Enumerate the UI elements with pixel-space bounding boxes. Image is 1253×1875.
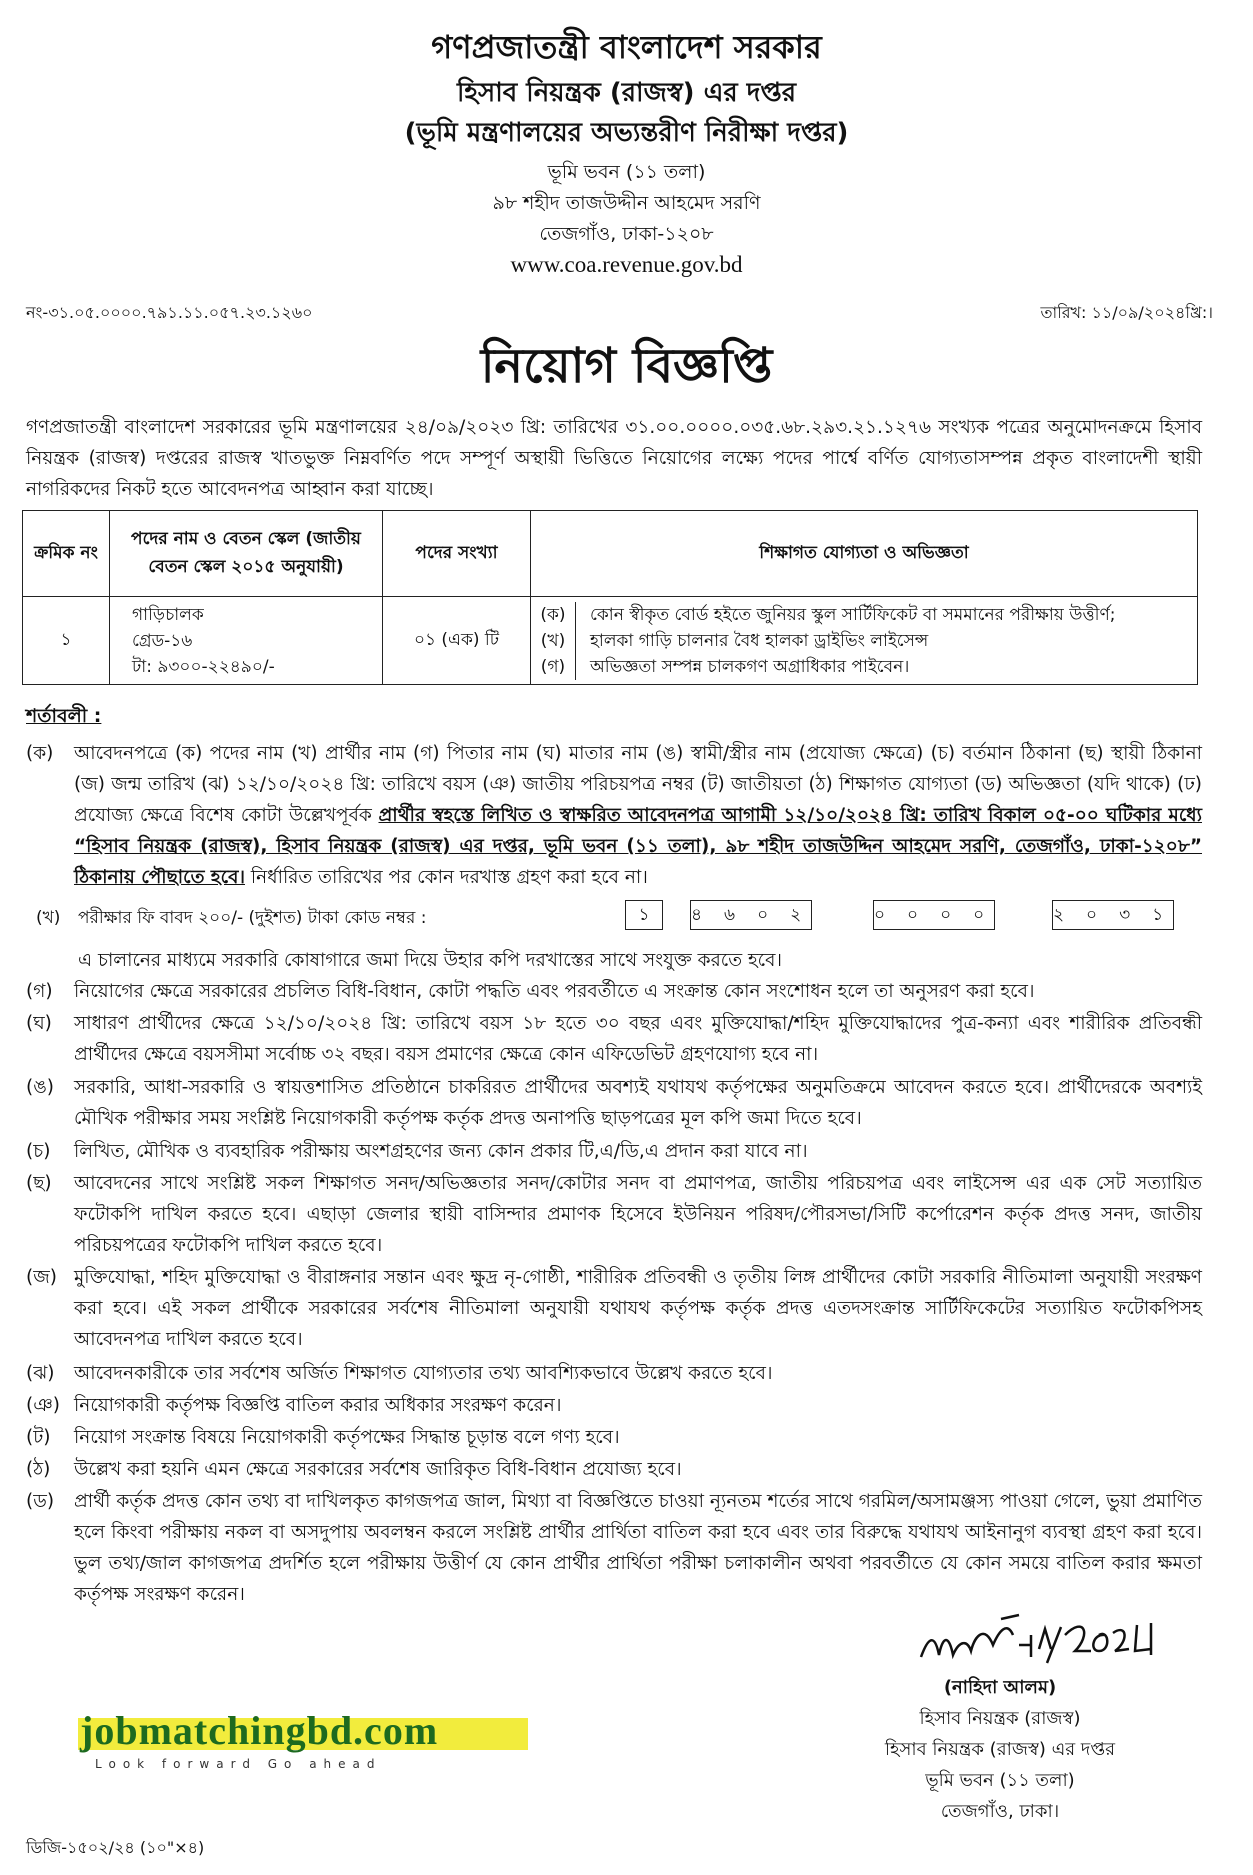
condition-label: (চ) bbox=[26, 1141, 51, 1162]
post-grade: গ্রেড-১৬ bbox=[132, 630, 193, 651]
qual-item: অভিজ্ঞতা সম্পন্ন চালকগণ অগ্রাধিকার পাইবেন। bbox=[590, 656, 910, 677]
memo-number: নং-৩১.০৫.০০০০.৭৯১.১১.০৫৭.২৩.১২৬০ bbox=[26, 303, 313, 322]
qual-label: (ক) bbox=[531, 602, 576, 628]
condition-text: নিয়োগ সংক্রান্ত বিষয়ে নিয়োগকারী কর্তৃপক্ষের সিদ্ধান্ত চূড়ান্ত বলে গণ্য হবে। bbox=[74, 1427, 620, 1448]
condition-text: আবেদনপত্রে (ক) পদের নাম (খ) প্রার্থীর নাম (গ) পিতার নাম (ঘ) মাতার নাম (ঙ) স্বামী/স্ত্রীর নাম (প্রযোজ্য ক্ষেত্রে) (চ) বর্তমান ঠিকানা (ছ) স্থায়ী ঠিকানা (জ) জন্ম তারিখ (ঝ) ১২/১০/২০২৪ খ্রি: তারিখে বয়স (ঞ) জাতীয় পরিচয়পত্র নম্বর (ট) জাতীয়তা (ঠ) শিক্ষাগত যোগ্যতা (ড) অভিজ্ঞতা (যদি থাকে) (ঢ) প্রযোজ্য ক্ষেত্রে বিশেষ কোটা উল্লেখপূর্বক bbox=[74, 743, 1202, 826]
notice-title: নিয়োগ বিজ্ঞপ্তি bbox=[480, 338, 773, 394]
condition-text: লিখিত, মৌখিক ও ব্যবহারিক পরীক্ষায় অংশগ্রহণের জন্য কোন প্রকার টি,এ/ডি,এ প্রদান করা যাবে না। bbox=[74, 1141, 808, 1162]
condition-label: (ঙ) bbox=[26, 1077, 55, 1098]
code-box: ২০৩১ bbox=[1052, 900, 1174, 930]
deadline-address: প্রার্থীর স্বহস্তে লিখিত ও স্বাক্ষরিত আবেদনপত্র আগামী ১২/১০/২০২৪ খ্রি: তারিখ বিকাল ০৫-০০ ঘটিকার মধ্যে “হিসাব নিয়ন্ত্রক (রাজস্ব), হিসাব নিয়ন্ত্রক (রাজস্ব) এর দপ্তর, ভূমি ভবন (১১ তলা), ৯৮ শহীদ তাজউদ্দিন আহমেদ সরণি, তেজগাঁও, ঢাকা-১২০৮” ঠিকানায় পৌছাতে হবে। bbox=[74, 805, 1202, 888]
condition-text: নিয়োগকারী কর্তৃপক্ষ বিজ্ঞপ্তি বাতিল করার অধিকার সংরক্ষণ করেন। bbox=[74, 1395, 562, 1416]
condition-ta bbox=[26, 1422, 1202, 1453]
condition-label: (খ) bbox=[36, 908, 61, 928]
post-scale: টা: ৯৩০০-২২৪৯০/- bbox=[132, 656, 275, 677]
watermark-brand: jobmatchingbd.com bbox=[80, 1708, 439, 1753]
condition-text: প্রার্থী কর্তৃক প্রদত্ত কোন তথ্য বা দাখিলকৃত কাগজপত্র জাল, মিথ্যা বা বিজ্ঞপ্তিতে চাওয়া ন্যূনতম শর্তের সাথে গরমিল/অসামঞ্জস্য পাওয়া গেলে, ভুয়া প্রমাণিত হলে কিংবা পরীক্ষায় নকল বা অসদুপায় অবলম্বন করলে সংশ্লিষ্ট প্রার্থীর প্রার্থিতা বাতিল করা হবে এবং তার বিরুদ্ধে যথাযথ আইনানুগ ব্যবস্থা গ্রহণ করা হবে। ভুল তথ্য/জাল কাগজপত্র প্রদর্শিত হলে পরীক্ষায় উত্তীর্ণ যে কোন প্রার্থীর প্রার্থিতা পরীক্ষা চলাকালীন অথবা পরবর্তীতে যে কোন সময়ে বাতিল করার ক্ষমতা কর্তৃপক্ষ সংরক্ষণ করেন। bbox=[74, 1491, 1202, 1605]
qual-item: হালকা গাড়ি চালনার বৈধ হালকা ড্রাইভিং লাইসেন্স bbox=[590, 630, 929, 651]
row-serial: ১ bbox=[23, 597, 110, 685]
col-serial-header: ক্রমিক নং bbox=[23, 511, 110, 597]
condition-da bbox=[26, 1486, 1202, 1610]
signatory-building: ভূমি ভবন (১১ তলা) bbox=[925, 1770, 1075, 1791]
vacancy-table bbox=[22, 510, 1198, 685]
condition-gha bbox=[26, 1008, 1202, 1070]
condition-tha bbox=[26, 1454, 1202, 1485]
condition-label: (ড) bbox=[26, 1491, 55, 1512]
condition-ka bbox=[26, 738, 1202, 893]
condition-text: নিয়োগের ক্ষেত্রে সরকারের প্রচলিত বিধি-বিধান, কোটা পদ্ধতি এবং পরবর্তীতে এ সংক্রান্ত কোন সংশোধন হলে তা অনুসরণ করা হবে। bbox=[74, 981, 1035, 1002]
fee-instruction: এ চালানের মাধ্যমে সরকারি কোষাগারে জমা দিয়ে উহার কপি দরখাস্তের সাথে সংযুক্ত করতে হবে। bbox=[78, 950, 783, 971]
condition-text-tail: নির্ধারিত তারিখের পর কোন দরখাস্ত গ্রহণ করা হবে না। bbox=[245, 867, 648, 888]
signatory-name: (নাহিদা আলম) bbox=[943, 1677, 1057, 1698]
signatory-designation: হিসাব নিয়ন্ত্রক (রাজস্ব) bbox=[919, 1708, 1081, 1729]
condition-text: সরকারি, আধা-সরকারি ও স্বায়ত্তশাসিত প্রতিষ্ঠানে চাকরিরত প্রার্থীদের অবশ্যই যথাযথ কর্তৃপক্ষের অনুমতিক্রমে আবেদন করতে হবে। প্রার্থীদেরকে অবশ্যই মৌখিক পরীক্ষার সময় সংশ্লিষ্ট নিয়োগকারী কর্তৃপক্ষ কর্তৃক প্রদত্ত অনাপত্তি ছাড়পত্রের মূল কপি জমা দিতে হবে। bbox=[74, 1077, 1202, 1129]
watermark-tagline: Look forward Go ahead bbox=[95, 1757, 382, 1771]
condition-chha bbox=[26, 1168, 1202, 1261]
condition-label: (ঞ) bbox=[26, 1395, 60, 1416]
code-box: ৪৬০২ bbox=[690, 900, 812, 930]
code-box: ১ bbox=[625, 900, 663, 930]
qual-label: (খ) bbox=[531, 628, 576, 654]
intro-paragraph: গণপ্রজাতন্ত্রী বাংলাদেশ সরকারের ভূমি মন্ত্রণালয়ের ২৪/০৯/২০২৩ খ্রি: তারিখের ৩১.০০.০০০০.০৩৫.৬৮.২৯৩.২১.১২৭৬ সংখ্যক পত্রের অনুমোদনক্রমে হিসাব নিয়ন্ত্রক (রাজস্ব) দপ্তরের রাজস্ব খাতভুক্ত নিম্নবর্ণিত পদে সম্পূর্ণ অস্থায়ী ভিত্তিতে নিয়োগের লক্ষ্যে পদের পার্শ্বে বর্ণিত যোগ্যতাসম্পন্ন প্রকৃত বাংলাদেশী স্থায়ী নাগরিকদের নিকট হতে আবেদনপত্র আহ্বান করা যাচ্ছে। bbox=[26, 417, 1202, 500]
notice-date: তারিখ: ১১/০৯/২০২৪খ্রি:। bbox=[1040, 303, 1213, 322]
condition-label: (ক) bbox=[26, 743, 54, 764]
fee-text: পরীক্ষার ফি বাবদ ২০০/- (দুইশত) টাকা কোড নম্বর : bbox=[78, 908, 427, 928]
code-box: ০০০০ bbox=[873, 900, 995, 930]
condition-label: (গ) bbox=[26, 981, 53, 1002]
condition-label: (ট) bbox=[26, 1427, 51, 1448]
address-city: তেজগাঁও, ঢাকা-১২০৮ bbox=[539, 223, 714, 245]
signatory-office: হিসাব নিয়ন্ত্রক (রাজস্ব) এর দপ্তর bbox=[884, 1739, 1116, 1760]
address-street: ৯৮ শহীদ তাজউদ্দীন আহমেদ সরণি bbox=[492, 192, 761, 214]
condition-text: উল্লেখ করা হয়নি এমন ক্ষেত্রে সরকারের সর্বশেষ জারিকৃত বিধি-বিধান প্রযোজ্য হবে। bbox=[74, 1459, 682, 1480]
qual-label: (গ) bbox=[531, 654, 576, 680]
condition-label: (জ) bbox=[26, 1267, 57, 1288]
qual-item: কোন স্বীকৃত বোর্ড হইতে জুনিয়র স্কুল সার্টিফিকেট বা সমমানের পরীক্ষায় উত্তীর্ণ; bbox=[590, 604, 1116, 625]
website-link[interactable]: www.coa.revenue.gov.bd bbox=[510, 252, 743, 277]
col-post-header: পদের নাম ও বেতন স্কেল (জাতীয় বেতন স্কেল ২০১৫ অনুযায়ী) bbox=[110, 511, 383, 597]
office-subtitle: (ভূমি মন্ত্রণালয়ের অভ্যন্তরীণ নিরীক্ষা দপ্তর) bbox=[404, 118, 849, 148]
post-count: ০১ (এক) টি bbox=[383, 597, 531, 685]
condition-ga bbox=[26, 976, 1202, 1007]
office-title: হিসাব নিয়ন্ত্রক (রাজস্ব) এর দপ্তর bbox=[456, 78, 797, 108]
signature-mark bbox=[915, 1605, 1175, 1675]
condition-label: (ঝ) bbox=[26, 1363, 55, 1384]
condition-label: (ঘ) bbox=[26, 1013, 52, 1034]
condition-text: আবেদনের সাথে সংশ্লিষ্ট সকল শিক্ষাগত সনদ/অভিজ্ঞতার সনদ/কোটার সনদ বা প্রমাণপত্র, জাতীয় পরিচয়পত্র এবং লাইসেন্স এর এক সেট সত্যায়িত ফটোকপি দাখিল করতে হবে। এছাড়া জেলার স্থায়ী বাসিন্দার প্রমাণক হিসেবে ইউনিয়ন পরিষদ/পৌরসভা/সিটি কর্পোরেশন কর্তৃক প্রদত্ত সনদ, জাতীয় পরিচয়পত্রের ফটোকপি দাখিল করতে হবে। bbox=[74, 1173, 1202, 1256]
condition-cha bbox=[26, 1136, 1202, 1167]
government-title: গণপ্রজাতন্ত্রী বাংলাদেশ সরকার bbox=[431, 28, 822, 66]
post-name: গাড়িচালক bbox=[132, 604, 204, 625]
signature-text: ১১/০৯/2024 bbox=[1060, 1656, 1130, 1670]
col-count-header: পদের সংখ্যা bbox=[383, 511, 531, 597]
condition-text: সাধারণ প্রার্থীদের ক্ষেত্রে ১২/১০/২০২৪ খ্রি: তারিখে বয়স ১৮ হতে ৩০ বছর এবং মুক্তিযোদ্ধা/শহিদ মুক্তিযোদ্ধাদের পুত্র-কন্যা এবং শারীরিক প্রতিবন্ধী প্রার্থীদের ক্ষেত্রে বয়সসীমা সর্বোচ্চ ৩২ বছর। বয়স প্রমাণের ক্ষেত্রে কোন এফিডেভিট গ্রহণযোগ্য হবে না। bbox=[74, 1013, 1202, 1065]
table-row bbox=[23, 597, 1198, 685]
condition-label: (ছ) bbox=[26, 1173, 52, 1194]
address-building: ভূমি ভবন (১১ তলা) bbox=[547, 161, 706, 183]
condition-text: মুক্তিযোদ্ধা, শহিদ মুক্তিযোদ্ধা ও বীরাঙ্গনার সন্তান এবং ক্ষুদ্র নৃ-গোষ্ঠী, শারীরিক প্রতিবন্ধী ও তৃতীয় লিঙ্গ প্রার্থীদের কোটা সরকারি নীতিমালা অনুযায়ী সংরক্ষণ করা হবে। এই সকল প্রার্থীকে সরকারের সর্বশেষ নীতিমালা অনুযায়ী যথাযথ কর্তৃপক্ষ কর্তৃক প্রদত্ত এতদসংক্রান্ত সার্টিফিকেটের সত্যায়িত ফটোকপিসহ আবেদনপত্র দাখিল করতে হবে। bbox=[74, 1267, 1202, 1350]
condition-jha bbox=[26, 1358, 1202, 1389]
condition-ja bbox=[26, 1262, 1202, 1355]
condition-text: আবেদনকারীকে তার সর্বশেষ অর্জিত শিক্ষাগত যোগ্যতার তথ্য আবশ্যিকভাবে উল্লেখ করতে হবে। bbox=[74, 1363, 773, 1384]
condition-uma bbox=[26, 1072, 1202, 1134]
conditions-title: শর্তাবলী : bbox=[26, 705, 102, 727]
condition-label: (ঠ) bbox=[26, 1459, 51, 1480]
condition-nya bbox=[26, 1390, 1202, 1421]
signatory-area: তেজগাঁও, ঢাকা। bbox=[940, 1801, 1060, 1822]
col-qualification-header: শিক্ষাগত যোগ্যতা ও অভিজ্ঞতা bbox=[531, 511, 1198, 597]
footer-code: ডিজি-১৫০২/২৪ (১০"×৪) bbox=[26, 1838, 205, 1857]
signatory-block bbox=[830, 1672, 1170, 1827]
